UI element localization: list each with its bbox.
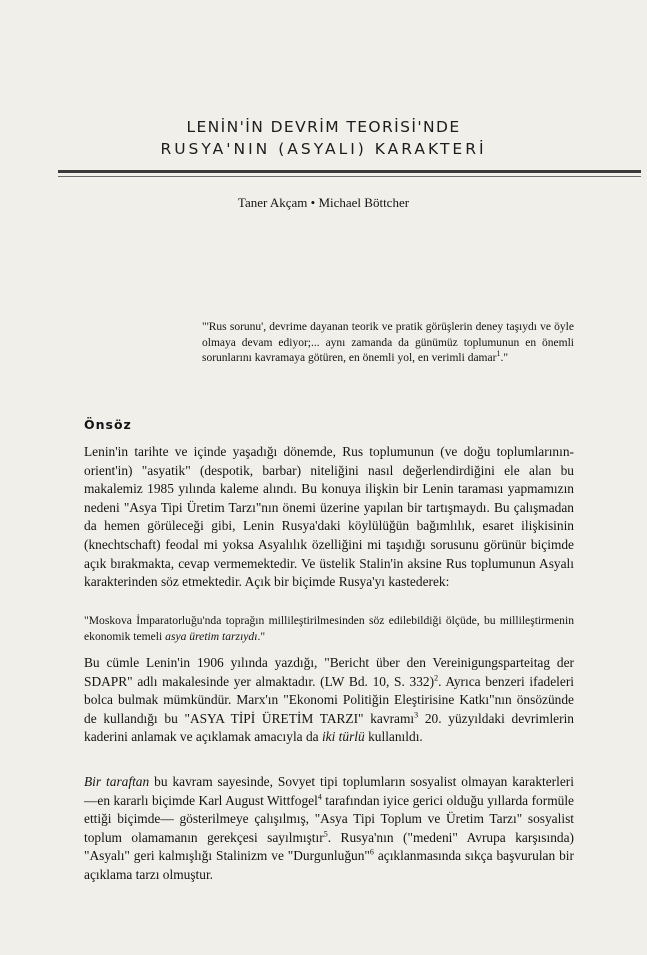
p3-text-a: bu kavram sayesinde, Sovyet tipi toplumların sosyalist olmayan karakterleri —en kararlı biçimde Karl August Wittfogel <box>84 774 574 808</box>
title-rule-thin <box>58 176 641 177</box>
paragraph-3 <box>84 773 574 885</box>
p3-text-c: . Rusya'nın ("medeni" Avrupa karşısında) "Asyalı" geri kalmışlığı Stalinizm ve "Durgunluğun" <box>84 829 574 864</box>
p3-text-b: tarafından iyice gerici olduğu yıllarda formüle ettiği biçimde— gösterilmeye çalışılmış, "Asya Tipi Toplum ve Üretim Tarzı" sosyalist toplum olamamanın gerekçesi sayılmıştır <box>84 792 574 845</box>
p2-text-a: Bu cümle Lenin'in 1906 yılında yazdığı, "Bericht über den Vereinigungsparteitag der SDAPR" adlı makalesinde yer almaktadır. (LW Bd. 10, S. 332) <box>84 655 574 689</box>
p2-text-d: kullanıldı. <box>364 729 423 745</box>
epigraph-end: ." <box>500 352 509 364</box>
footnote-ref-1: 1 <box>496 349 501 359</box>
quote-end: ." <box>257 629 266 643</box>
footnote-ref-6: 6 <box>369 847 374 857</box>
p2-text-b: . Ayrıca benzeri ifadeleri bolca bulmak mümkündür. Marx'ın "Ekonomi Politiğin Eleştirisine Katkı"nın önsözünde de kullandığı bu "ASYA TİPİ ÜRETİM TARZI" kavramı <box>84 673 574 726</box>
quote-text: "Moskova İmparatorluğu'nda toprağın millileştirilmesinden söz edilebildiği ölçüde, bu millileştirmenin ekonomik temeli <box>84 614 574 643</box>
epigraph-text: "'Rus sorunu', devrime dayanan teorik ve pratik görüşlerin deney taşıydı ve öyle olmaya devam ediyor;... aynı zamanda da günümüz toplumunun en önemli sorunlarını kavramaya götüren, en önemli yol, en verimli damar <box>202 321 574 364</box>
title-rule-thick <box>58 170 641 173</box>
footnote-ref-4: 4 <box>317 792 322 802</box>
footnote-ref-3: 3 <box>414 710 419 720</box>
footnote-ref-5: 5 <box>323 829 328 839</box>
paragraph-2 <box>84 654 574 747</box>
authors-line: Taner Akçam • Michael Böttcher <box>237 195 410 210</box>
article-title-line-2: RUSYA'NIN (ASYALI) KARAKTERİ <box>160 140 487 158</box>
p3-text-d: açıklanmasında sıkça başvurulan bir açıklama tarzı olmuştur. <box>84 848 574 882</box>
epigraph <box>202 320 574 367</box>
section-heading: Önsöz <box>84 417 132 432</box>
p2-text-c: 20. yüzyıldaki devrimlerin kaderini anlamak ve açıklamak amacıyla da <box>84 710 574 745</box>
article-title-line-1: LENİN'İN DEVRİM TEORİSİ'NDE <box>186 118 461 136</box>
quote-italic: asya üretim tarzıydı <box>165 629 258 643</box>
paragraph-1: Lenin'in tarihte ve içinde yaşadığı dönemde, Rus toplumunun (ve doğu toplumlarının-orient'in) "asyatik" (despotik, barbar) niteliğini nasıl değerlendirdiğini ele alan bu makalemiz 1985 yılında kaleme alındı. Bu konuya ilişkin bir Lenin taraması yapmamızın nedeni "Asya Tipi Üretim Tarzı"nın önemi üzerine yapılan bir tartışmaydı. Bu çalışmadan da hemen görüleceği gibi, Lenin Rusya'daki köylülüğün bağımlılık, esaret ilişkisinin (knechtschaft) feodal mi yoksa Asyalılık özelliğini mi taşıdığı sorusunu görünür biçimde açık bırakmakta, cevap vermemektedir. Ve üstelik Stalin'in aksine Rus toplumunun Asyalı karakterinden söz etmektedir. Açık bir biçimde Rusya'yı kastederek: <box>84 444 574 590</box>
p2-italic: iki türlü <box>321 729 365 745</box>
footnote-ref-2: 2 <box>434 673 439 683</box>
lenin-quote <box>84 613 574 644</box>
p3-italic: Bir taraftan <box>84 774 150 789</box>
